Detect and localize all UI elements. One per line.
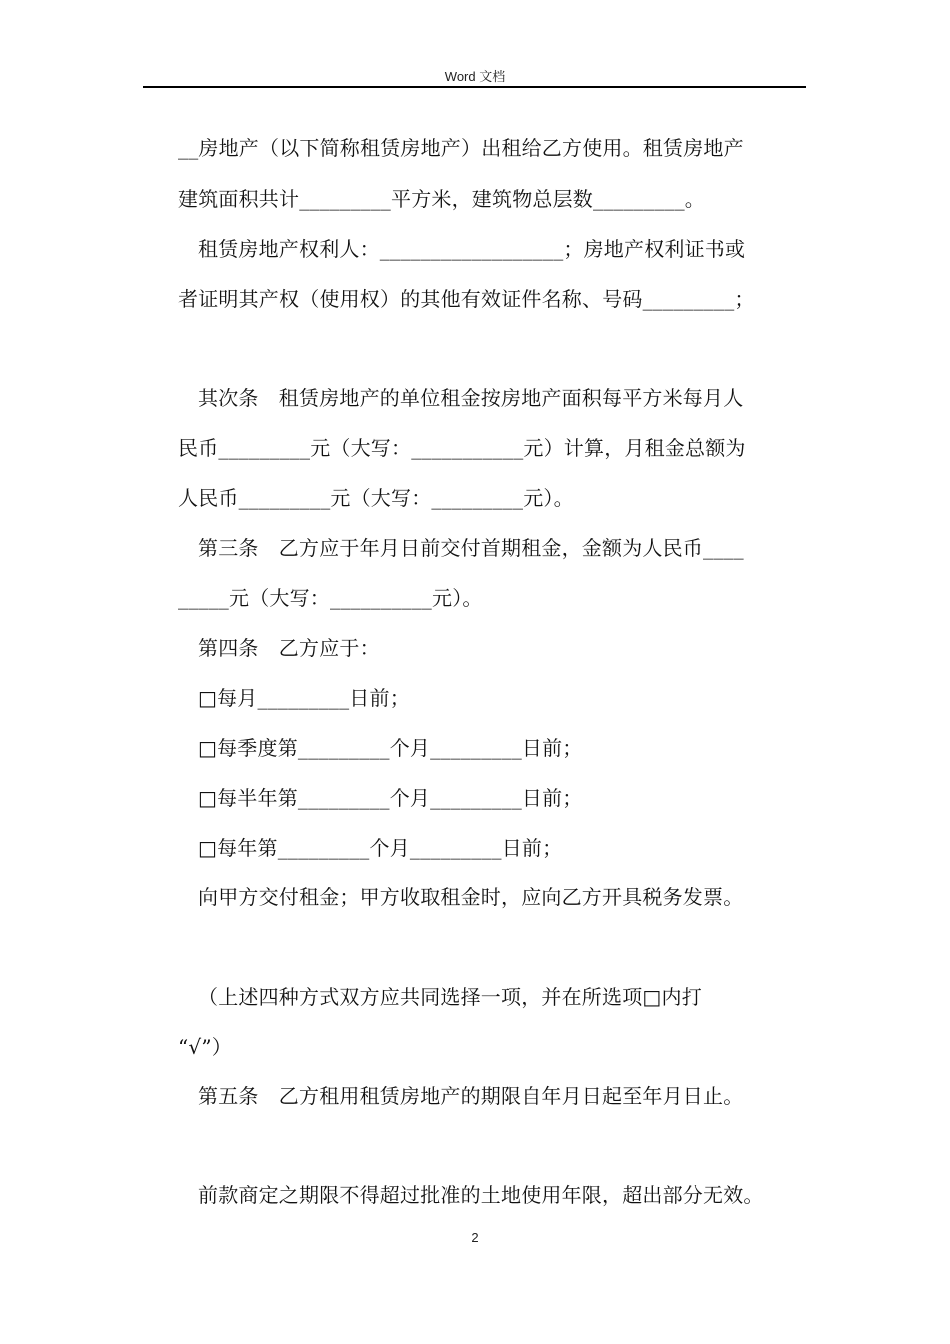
article-5-line: 第五条 乙方租用租赁房地产的期限自年月日起至年月日止。 — [198, 1084, 744, 1108]
note-line: “√”） — [178, 1035, 232, 1059]
option-quarterly: □每季度第_________个月_________日前； — [198, 736, 583, 760]
paragraph-line: 前款商定之期限不得超过批准的土地使用年限，超出部分无效。 — [198, 1183, 764, 1207]
paragraph-line: __房地产（以下简称租赁房地产）出租给乙方使用。租赁房地产 — [178, 136, 744, 160]
paragraph-line: 租赁房地产权利人：__________________；房地产权利证书或 — [198, 237, 746, 261]
article-2-line: 其次条 租赁房地产的单位租金按房地产面积每平方米每月人 — [198, 386, 744, 410]
option-half-yearly: □每半年第_________个月_________日前； — [198, 786, 583, 810]
page-header: Word 文档 — [444, 69, 506, 84]
header-divider — [143, 86, 806, 88]
article-4-line: 第四条 乙方应于： — [198, 636, 380, 660]
page-number: 2 — [471, 1230, 479, 1245]
article-3-line: 第三条 乙方应于年月日前交付首期租金，金额为人民币____ — [198, 536, 744, 560]
paragraph-line: 民币_________元（大写：___________元）计算，月租金总额为 — [178, 436, 746, 460]
paragraph-line: 者证明其产权（使用权）的其他有效证件名称、号码_________； — [178, 287, 755, 311]
paragraph-line: 建筑面积共计_________平方米，建筑物总层数_________。 — [178, 187, 705, 211]
note-line: （上述四种方式双方应共同选择一项，并在所选项□内打 — [198, 985, 702, 1009]
paragraph-line: 人民币_________元（大写：_________元）。 — [178, 486, 574, 510]
paragraph-line: 向甲方交付租金；甲方收取租金时，应向乙方开具税务发票。 — [198, 885, 744, 909]
paragraph-line: _____元（大写：__________元）。 — [178, 586, 483, 610]
option-monthly: □每月_________日前； — [198, 686, 410, 710]
option-yearly: □每年第_________个月_________日前； — [198, 836, 563, 860]
